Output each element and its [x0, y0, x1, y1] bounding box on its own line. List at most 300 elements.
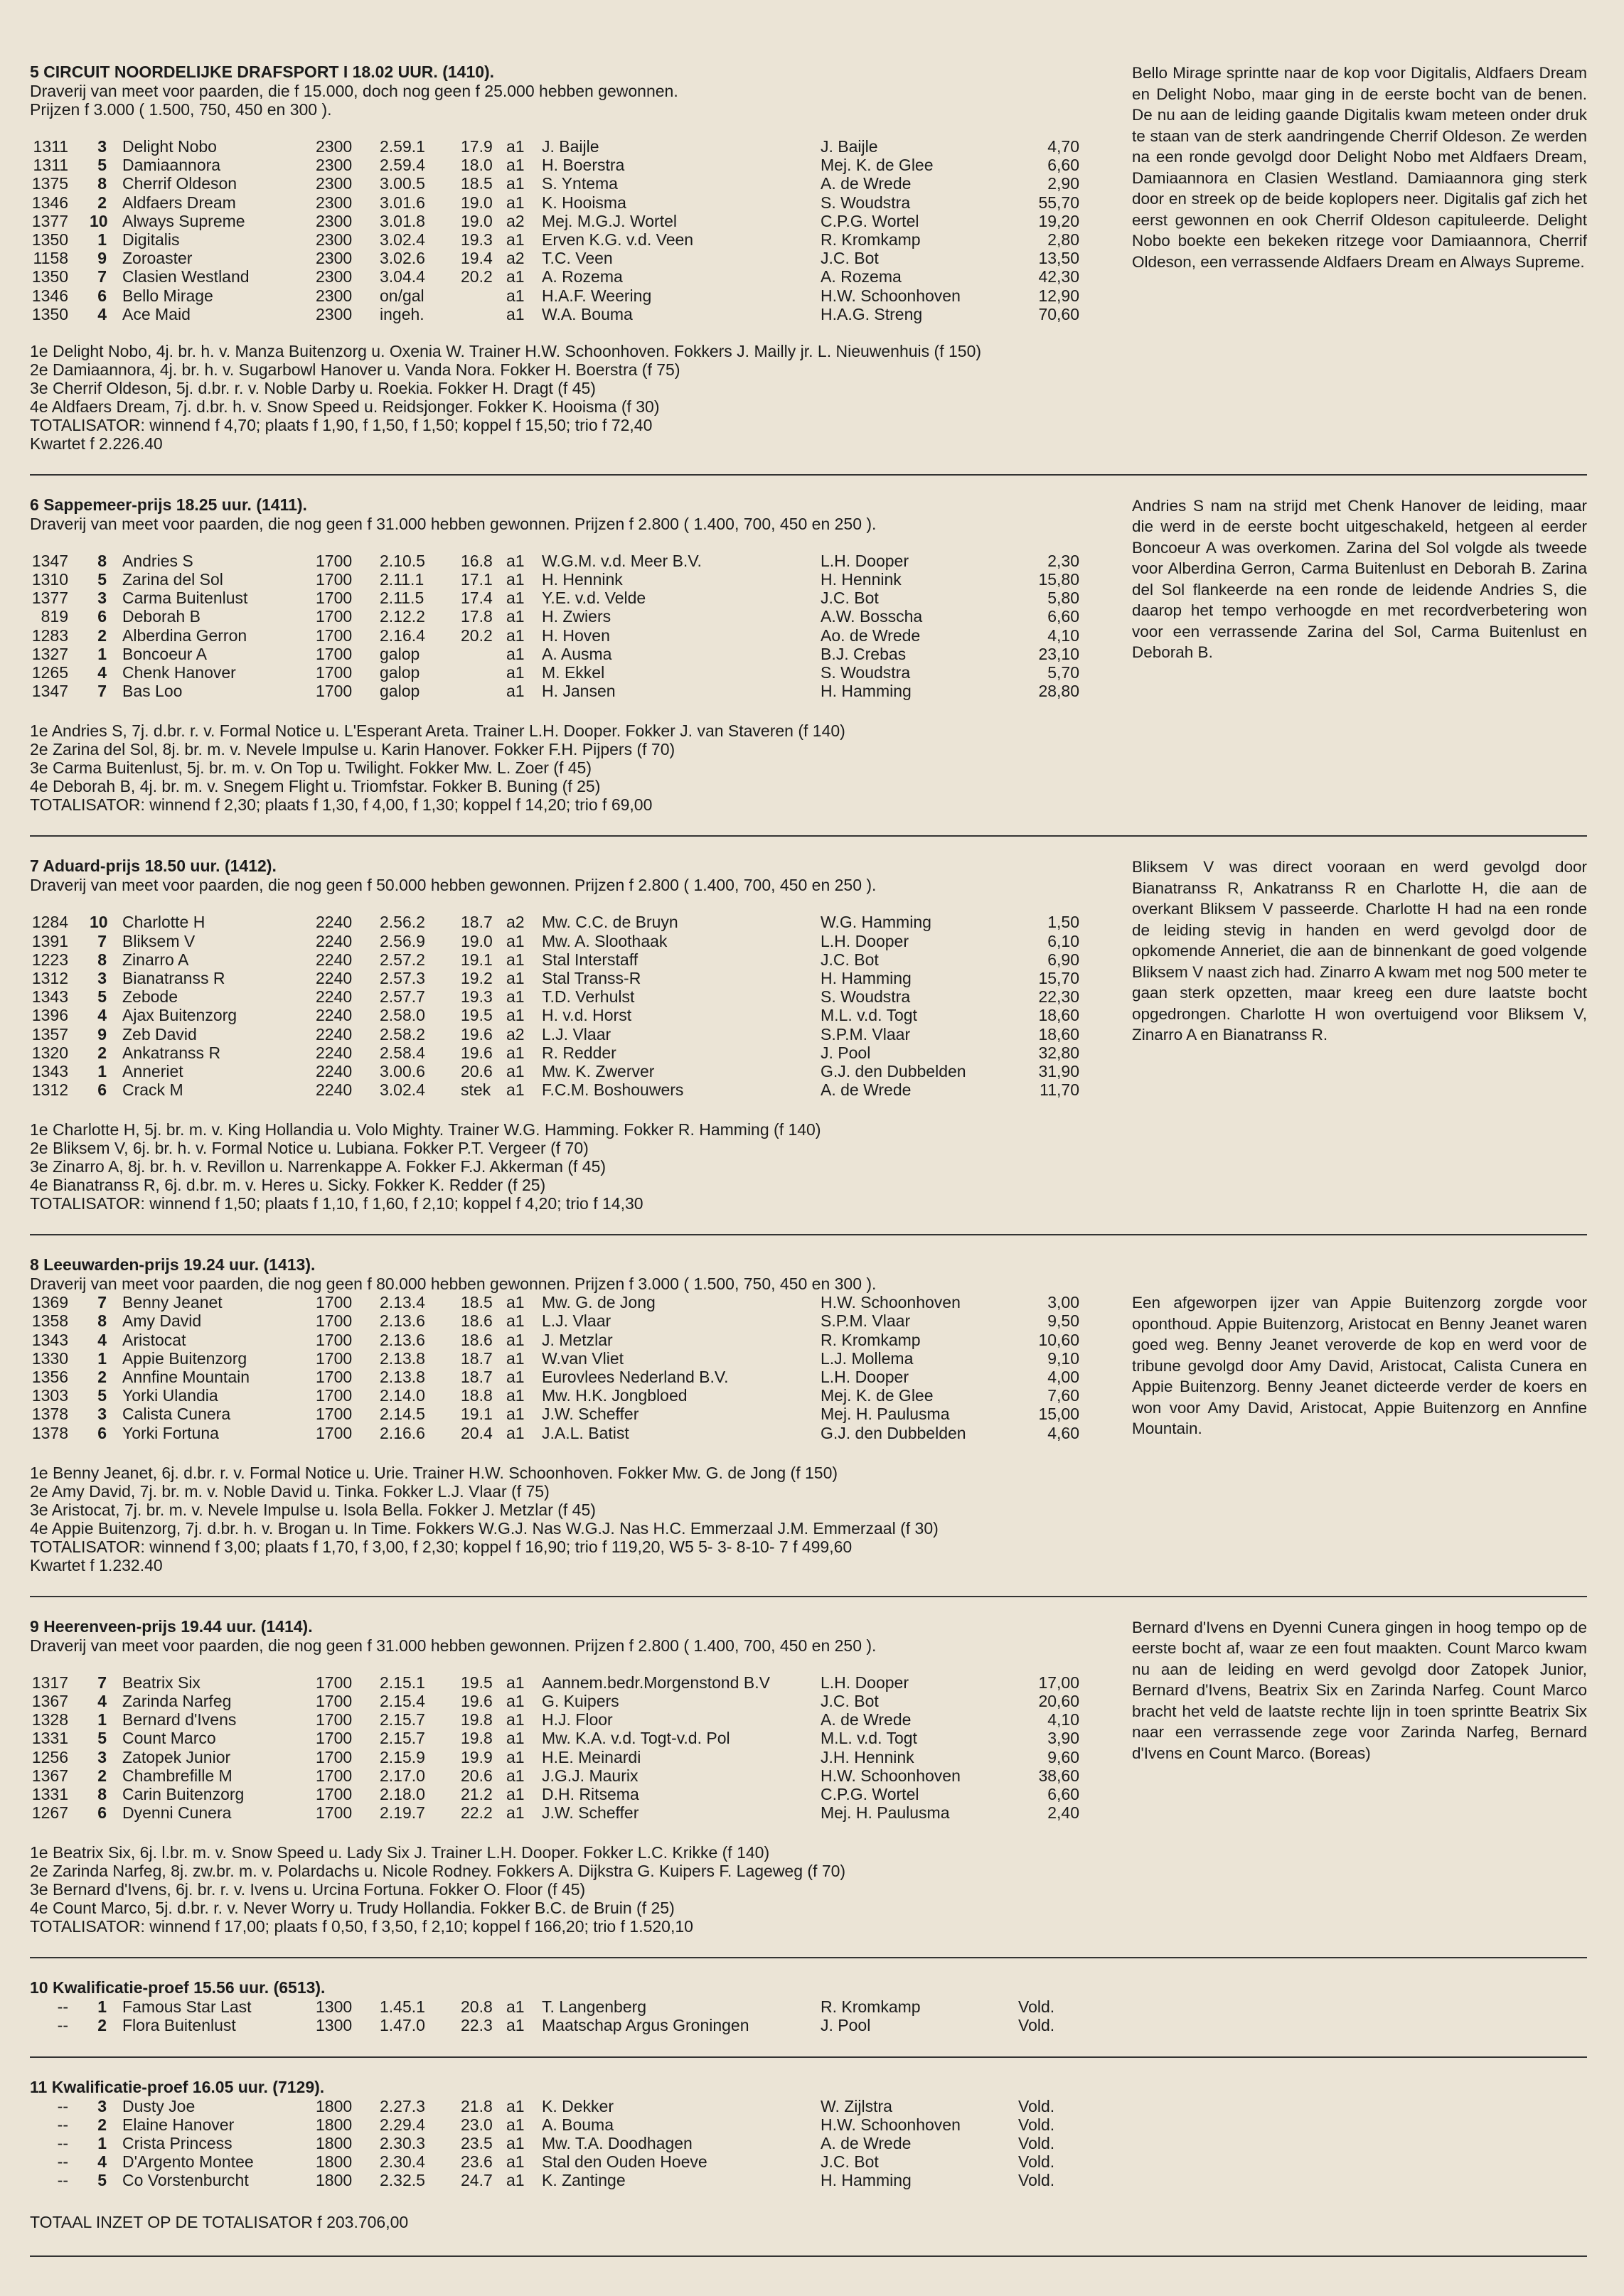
category: a1	[506, 1803, 525, 1823]
distance: 2300	[316, 174, 353, 193]
owner: H. v.d. Horst	[542, 1006, 632, 1025]
result-row	[30, 305, 1587, 323]
owner: K. Dekker	[542, 2096, 614, 2115]
time: 2.15.1	[380, 1673, 425, 1692]
odds: 32,80	[1038, 1043, 1079, 1062]
previous-race: 1331	[31, 1784, 68, 1803]
owner: A. Ausma	[542, 644, 612, 663]
odds: 4,70	[1047, 137, 1079, 156]
trainer: L.H. Dooper	[821, 1673, 909, 1692]
category: a1	[506, 589, 525, 608]
finish-number: 5	[97, 570, 107, 589]
result-row	[30, 1025, 1587, 1044]
result-row	[30, 682, 1587, 700]
km-time: 17.9	[461, 137, 493, 156]
odds: 6,90	[1047, 950, 1079, 969]
distance: 2300	[316, 156, 353, 175]
previous-race: --	[57, 1997, 68, 2017]
note-line: 1e Delight Nobo, 4j. br. h. v. Manza Buitenzorg u. Oxenia W. Trainer H.W. Schoonhoven. Fokkers J. Mailly jr. L. Nieuwenhuis (f 150)	[30, 341, 982, 360]
category: a1	[506, 1368, 525, 1386]
previous-race: 1350	[31, 304, 68, 323]
finish-number: 3	[97, 1747, 107, 1766]
finish-number: 4	[97, 2152, 107, 2172]
finish-number: 2	[97, 626, 107, 645]
distance: 1800	[316, 2115, 353, 2134]
distance: 2300	[316, 267, 353, 286]
horse-name: Anneriet	[122, 1061, 183, 1080]
category: a1	[506, 304, 525, 323]
owner: H.J. Floor	[542, 1710, 613, 1729]
previous-race: 1256	[31, 1747, 68, 1766]
race-notes	[30, 342, 1587, 453]
km-time: 23.6	[461, 2152, 493, 2172]
time: 2.15.9	[380, 1747, 425, 1766]
owner: H.E. Meinardi	[542, 1747, 641, 1766]
time: 2.58.0	[380, 1006, 425, 1025]
finish-number: 3	[97, 2096, 107, 2115]
distance: 1700	[316, 607, 353, 626]
time: 2.13.8	[380, 1348, 425, 1368]
race-title: 5 CIRCUIT NOORDELIJKE DRAFSPORT I 18.02 UUR. (1410).	[30, 63, 495, 81]
time: 2.14.5	[380, 1405, 425, 1424]
result-row	[30, 193, 1587, 212]
km-time: 23.0	[461, 2115, 493, 2134]
section-divider	[30, 2056, 1587, 2058]
odds: 9,50	[1047, 1311, 1079, 1331]
owner: L.J. Vlaar	[542, 1024, 611, 1044]
finish-number: 7	[97, 267, 107, 286]
category: a1	[506, 1423, 525, 1442]
trainer: H.W. Schoonhoven	[821, 286, 961, 305]
time: 2.15.4	[380, 1691, 425, 1710]
previous-race: 1311	[33, 156, 68, 175]
owner: H.A.F. Weering	[542, 286, 652, 305]
distance: 1700	[316, 1803, 353, 1823]
result-row	[30, 1729, 1587, 1747]
odds: 18,60	[1038, 1006, 1079, 1025]
owner: R. Redder	[542, 1043, 616, 1062]
odds: 4,00	[1047, 1368, 1079, 1386]
horse-name: Delight Nobo	[122, 137, 217, 156]
finish-number: 4	[97, 1330, 107, 1349]
odds: 23,10	[1038, 644, 1079, 663]
km-time: 19.1	[461, 950, 493, 969]
note-line: 3e Aristocat, 7j. br. m. v. Nevele Impulse u. Isola Bella. Fokker J. Metzlar (f 45)	[30, 1500, 596, 1519]
results-page	[30, 63, 1587, 2277]
category: a1	[506, 1061, 525, 1080]
horse-name: Amy David	[122, 1311, 202, 1331]
time: 3.01.8	[380, 211, 425, 230]
finish-number: 2	[97, 193, 107, 212]
trainer: J.C. Bot	[821, 950, 879, 969]
finish-number: 1	[97, 1997, 107, 2017]
time: 3.01.6	[380, 193, 425, 212]
trainer: H.W. Schoonhoven	[821, 2115, 961, 2134]
category: a1	[506, 682, 525, 701]
odds: 3,00	[1047, 1293, 1079, 1312]
previous-race: 1375	[31, 174, 68, 193]
owner: M. Ekkel	[542, 663, 605, 682]
previous-race: 1331	[31, 1729, 68, 1748]
previous-race: 1328	[31, 1710, 68, 1729]
time: 1.45.1	[380, 1997, 425, 2017]
race-report: Bernard d'Ivens en Dyenni Cunera gingen in hoog tempo op de eerste bocht af, waar ze een fout maakten. Count Marco kwam nu aan de leiding en werd gevolgd door Zatopek Junior, Bernard d'Ivens, Beatrix Six en Zarinda Narfeg. Count Marco bracht het veld de laatste rechte lijn in toen sprintte Beatrix Six naar een verrassende zege voor Zarinda Narfeg, Bernard d'Ivens en Count Marco. (Boreas)	[1132, 1618, 1587, 1762]
category: a1	[506, 1729, 525, 1748]
category: a1	[506, 2016, 525, 2035]
finish-number: 5	[97, 987, 107, 1007]
owner: T.C. Veen	[542, 249, 613, 268]
odds: 4,10	[1047, 626, 1079, 645]
distance: 1800	[316, 2134, 353, 2152]
results-table	[30, 2097, 1587, 2190]
km-time: 19.6	[461, 1043, 493, 1062]
distance: 1700	[316, 1691, 353, 1710]
odds: 10,60	[1038, 1330, 1079, 1349]
time: 2.12.2	[380, 607, 425, 626]
trainer: J.H. Hennink	[821, 1747, 914, 1766]
time: 2.57.2	[380, 950, 425, 969]
time: 2.16.4	[380, 626, 425, 645]
previous-race: 1378	[31, 1405, 68, 1424]
time: 2.30.3	[380, 2134, 425, 2152]
odds: 6,60	[1047, 607, 1079, 626]
finish-number: 3	[97, 968, 107, 987]
trainer: R. Kromkamp	[821, 1330, 921, 1349]
race-conditions: Draverij van meet voor paarden, die nog geen f 50.000 hebben gewonnen. Prijzen f 2.800 ( 1.400, 700, 450 en 250 ).	[30, 876, 877, 895]
note-line: 4e Appie Buitenzorg, 7j. d.br. h. v. Brogan u. In Time. Fokkers W.G.J. Nas W.G.J. Nas H.C. Emmerzaal J.M. Emmerzaal (f 30)	[30, 1518, 939, 1538]
km-time: 17.8	[461, 607, 493, 626]
note-line: 1e Beatrix Six, 6j. l.br. m. v. Snow Speed u. Lady Six J. Trainer L.H. Dooper. Fokker L.C. Krikke (f 140)	[30, 1843, 770, 1862]
trainer: Ao. de Wrede	[821, 626, 921, 645]
km-time: 19.8	[461, 1710, 493, 1729]
horse-name: Dyenni Cunera	[122, 1803, 232, 1823]
owner: W.G.M. v.d. Meer B.V.	[542, 551, 702, 570]
finish-number: 1	[97, 230, 107, 249]
odds: 6,60	[1047, 156, 1079, 175]
result-row	[30, 1997, 1587, 2016]
finish-number: 2	[97, 2115, 107, 2134]
horse-name: Ankatranss R	[122, 1043, 221, 1062]
distance: 1700	[316, 1386, 353, 1405]
previous-race: 1267	[31, 1803, 68, 1823]
previous-race: 1343	[31, 987, 68, 1007]
km-time: 17.1	[461, 570, 493, 589]
category: a1	[506, 968, 525, 987]
time: 2.59.1	[380, 137, 425, 156]
horse-name: Zebode	[122, 987, 178, 1007]
trainer: H. Hennink	[821, 570, 902, 589]
trainer: W.G. Hamming	[821, 913, 931, 932]
category: a1	[506, 551, 525, 570]
time: 2.11.5	[380, 589, 424, 608]
category: a1	[506, 1766, 525, 1785]
previous-race: 1303	[31, 1386, 68, 1405]
race-notes	[30, 1464, 1587, 1575]
section-divider	[30, 2255, 1587, 2257]
total-stake: TOTAAL INZET OP DE TOTALISATOR f 203.706,00	[30, 2212, 409, 2231]
distance: 1700	[316, 644, 353, 663]
category: a1	[506, 2171, 525, 2190]
distance: 1700	[316, 1766, 353, 1785]
result-row	[30, 1349, 1587, 1368]
result-row	[30, 230, 1587, 249]
note-line: 3e Bernard d'Ivens, 6j. br. r. v. Ivens u. Urcina Fortuna. Fokker O. Floor (f 45)	[30, 1880, 586, 1899]
owner: J.G.J. Maurix	[542, 1766, 639, 1785]
owner: A. Bouma	[542, 2115, 614, 2134]
horse-name: Boncoeur A	[122, 644, 207, 663]
trainer: H.A.G. Streng	[821, 304, 923, 323]
horse-name: Zoroaster	[122, 249, 193, 268]
result-row	[30, 137, 1587, 156]
distance: 2300	[316, 249, 353, 268]
distance: 1700	[316, 1311, 353, 1331]
race-conditions: Draverij van meet voor paarden, die nog geen f 31.000 hebben gewonnen. Prijzen f 2.800 ( 1.400, 700, 450 en 250 ).	[30, 514, 877, 533]
category: a1	[506, 644, 525, 663]
note-line: 3e Cherrif Oldeson, 5j. d.br. r. v. Noble Darby u. Roekia. Fokker H. Dragt (f 45)	[30, 378, 596, 397]
distance: 2240	[316, 1061, 353, 1080]
owner: Mw. K. Zwerver	[542, 1061, 655, 1080]
horse-name: Bianatranss R	[122, 968, 225, 987]
trainer: Mej. K. de Glee	[821, 156, 934, 175]
previous-race: 1367	[31, 1691, 68, 1710]
distance: 2240	[316, 950, 353, 969]
distance: 1700	[316, 1710, 353, 1729]
previous-race: 1320	[31, 1043, 68, 1062]
owner: H. Boerstra	[542, 156, 625, 175]
owner: L.J. Vlaar	[542, 1311, 611, 1331]
finish-number: 10	[90, 913, 108, 932]
result-row	[30, 1405, 1587, 1423]
km-time: 19.1	[461, 1405, 493, 1424]
category: a1	[506, 230, 525, 249]
finish-number: 4	[97, 1006, 107, 1025]
owner: J. Baijle	[542, 137, 599, 156]
odds: 9,60	[1047, 1747, 1079, 1766]
race-report: Bliksem V was direct vooraan en werd gevolgd door Bianatranss R, Ankatranss R en Charlotte H, die aan de overkant Bliksem V passeerde. Charlotte H had na een ronde de leiding stevig in handen en werd gevolgd door de opkomende Anneriet, die aan de binnenkant de goed volgende Bliksem V naast zich had. Zinarro A kwam met nog 500 meter te gaan sterk opzetten, maar kreeg een dure laatste bocht opgedrongen. Charlotte H won overtuigend voor Bliksem V, Zinarro A en Bianatranss R.	[1132, 858, 1587, 1044]
result-row	[30, 1006, 1587, 1024]
owner: Stal Interstaff	[542, 950, 639, 969]
distance: 2300	[316, 137, 353, 156]
finish-number: 4	[97, 1691, 107, 1710]
trainer: G.J. den Dubbelden	[821, 1061, 966, 1080]
odds: 7,60	[1047, 1386, 1079, 1405]
trainer: Mej. K. de Glee	[821, 1386, 934, 1405]
distance: 1700	[316, 682, 353, 701]
category: a1	[506, 174, 525, 193]
race-section	[30, 1255, 1587, 1575]
time: 2.57.3	[380, 968, 425, 987]
finish-number: 2	[97, 1368, 107, 1386]
race-section	[30, 495, 1587, 815]
owner: Mw. T.A. Doodhagen	[542, 2134, 693, 2152]
km-time: 19.5	[461, 1006, 493, 1025]
category: a1	[506, 1784, 525, 1803]
previous-race: 1378	[31, 1423, 68, 1442]
distance: 1700	[316, 1368, 353, 1386]
horse-name: Deborah B	[122, 607, 201, 626]
category: a1	[506, 1405, 525, 1424]
owner: Erven K.G. v.d. Veen	[542, 230, 694, 249]
finish-number: 8	[97, 1311, 107, 1331]
category: a1	[506, 1348, 525, 1368]
odds: 2,30	[1047, 551, 1079, 570]
result-row	[30, 1386, 1587, 1405]
horse-name: D'Argento Montee	[122, 2152, 254, 2172]
distance: 1700	[316, 1293, 353, 1312]
race-conditions: Draverij van meet voor paarden, die nog geen f 31.000 hebben gewonnen. Prijzen f 2.800 ( 1.400, 700, 450 en 250 ).	[30, 1636, 877, 1655]
time: 1.47.0	[380, 2016, 425, 2035]
odds: 4,60	[1047, 1423, 1079, 1442]
result-row	[30, 552, 1587, 570]
km-time: 21.8	[461, 2096, 493, 2115]
trainer: Mej. H. Paulusma	[821, 1405, 950, 1424]
time: 2.58.4	[380, 1043, 425, 1062]
trainer: L.H. Dooper	[821, 551, 909, 570]
horse-name: Alberdina Gerron	[122, 626, 247, 645]
trainer: J. Pool	[821, 2016, 871, 2035]
result-row	[30, 1368, 1587, 1386]
time: 3.02.4	[380, 230, 425, 249]
trainer: B.J. Crebas	[821, 644, 907, 663]
finish-number: 6	[97, 286, 107, 305]
owner: Aannem.bedr.Morgenstond B.V	[542, 1673, 770, 1692]
result-row	[30, 1803, 1587, 1822]
owner: K. Hooisma	[542, 193, 626, 212]
note-line: 1e Benny Jeanet, 6j. d.br. r. v. Formal Notice u. Urie. Trainer H.W. Schoonhoven. Fokker Mw. G. de Jong (f 150)	[30, 1463, 838, 1482]
result-row	[30, 1311, 1587, 1330]
odds: 9,10	[1047, 1348, 1079, 1368]
time: ingeh.	[380, 304, 424, 323]
owner: Eurovlees Nederland B.V.	[542, 1368, 729, 1386]
race-title: 6 Sappemeer-prijs 18.25 uur. (1411).	[30, 495, 307, 514]
distance: 2240	[316, 1043, 353, 1062]
category: a2	[506, 249, 525, 268]
race-report: Andries S nam na strijd met Chenk Hanover de leiding, maar die werd in de eerste bocht uitgeschakeld, hetgeen al eerder Boncoeur A was overkomen. Zarina del Sol volgde als tweede voor Alberdina Gerron, Carma Buitenlust en Deborah B. Zarina del Sol flankeerde na een ronde de leidende Andries S, die daarop het tempo verhoogde en met recordverbetering won voor een verrassende Zarina del Sol, Carma Buitenlust en Deborah B.	[1132, 496, 1587, 662]
trainer: H. Hamming	[821, 968, 912, 987]
horse-name: Appie Buitenzorg	[122, 1348, 247, 1368]
category: a2	[506, 913, 525, 932]
km-time: 19.5	[461, 1673, 493, 1692]
previous-race: 1158	[33, 249, 68, 268]
previous-race: 1377	[31, 589, 68, 608]
note-line: TOTALISATOR: winnend f 1,50; plaats f 1,10, f 1,60, f 2,10; koppel f 4,20; trio f 14,30	[30, 1194, 643, 1213]
odds: Vold.	[1018, 1997, 1055, 2017]
result-row	[30, 589, 1587, 607]
distance: 1700	[316, 626, 353, 645]
note-line: 4e Deborah B, 4j. br. m. v. Snegem Flight u. Triomfstar. Fokker B. Buning (f 25)	[30, 777, 601, 796]
horse-name: Carin Buitenzorg	[122, 1784, 245, 1803]
previous-race: 1367	[31, 1766, 68, 1785]
category: a1	[506, 987, 525, 1007]
finish-number: 6	[97, 1423, 107, 1442]
owner: W.A. Bouma	[542, 304, 633, 323]
distance: 2300	[316, 211, 353, 230]
distance: 1800	[316, 2152, 353, 2172]
previous-race: --	[57, 2016, 68, 2035]
distance: 1700	[316, 663, 353, 682]
distance: 2240	[316, 1024, 353, 1044]
owner: H. Jansen	[542, 682, 616, 701]
finish-number: 1	[97, 1348, 107, 1368]
category: a1	[506, 1747, 525, 1766]
previous-race: 1343	[31, 1061, 68, 1080]
result-row	[30, 249, 1587, 267]
distance: 2240	[316, 1006, 353, 1025]
time: 2.14.0	[380, 1386, 425, 1405]
previous-race: --	[57, 2171, 68, 2190]
category: a1	[506, 1330, 525, 1349]
owner: Stal den Ouden Hoeve	[542, 2152, 707, 2172]
time: 3.00.5	[380, 174, 425, 193]
odds: 5,80	[1047, 589, 1079, 608]
result-row	[30, 987, 1587, 1006]
km-time: 19.0	[461, 211, 493, 230]
note-line: 3e Carma Buitenlust, 5j. br. m. v. On Top u. Twilight. Fokker Mw. L. Zoer (f 45)	[30, 758, 592, 778]
trainer: A. de Wrede	[821, 2134, 912, 2152]
km-time: 20.6	[461, 1061, 493, 1080]
category: a1	[506, 607, 525, 626]
owner: G. Kuipers	[542, 1691, 619, 1710]
category: a1	[506, 2152, 525, 2172]
race-notes	[30, 1843, 1587, 1936]
horse-name: Cherrif Oldeson	[122, 174, 237, 193]
time: 2.56.9	[380, 931, 425, 950]
time: 2.10.5	[380, 551, 425, 570]
km-time: 19.6	[461, 1024, 493, 1044]
finish-number: 1	[97, 2134, 107, 2152]
time: 2.15.7	[380, 1710, 425, 1729]
trainer: R. Kromkamp	[821, 1997, 921, 2017]
finish-number: 7	[97, 1293, 107, 1312]
race-title: 8 Leeuwarden-prijs 19.24 uur. (1413).	[30, 1255, 316, 1275]
trainer: M.L. v.d. Togt	[821, 1006, 917, 1025]
result-row	[30, 1424, 1587, 1442]
odds: Vold.	[1018, 2115, 1055, 2134]
odds: 15,00	[1038, 1405, 1079, 1424]
odds: 20,60	[1038, 1691, 1079, 1710]
finish-number: 5	[97, 156, 107, 175]
distance: 1300	[316, 2016, 353, 2035]
finish-number: 1	[97, 644, 107, 663]
trainer: A.W. Bosscha	[821, 607, 923, 626]
horse-name: Aristocat	[122, 1330, 186, 1349]
category: a1	[506, 950, 525, 969]
result-row	[30, 913, 1587, 931]
note-line: 3e Zinarro A, 8j. br. h. v. Revillon u. Narrenkappe A. Fokker F.J. Akkerman (f 45)	[30, 1157, 607, 1176]
owner: Mw. H.K. Jongbloed	[542, 1386, 688, 1405]
odds: 2,90	[1047, 174, 1079, 193]
result-row	[30, 1044, 1587, 1062]
owner: Y.E. v.d. Velde	[542, 589, 646, 608]
category: a1	[506, 1997, 525, 2017]
result-row	[30, 626, 1587, 645]
km-time: 18.6	[461, 1330, 493, 1349]
km-time: 18.5	[461, 174, 493, 193]
owner: Mw. C.C. de Bruyn	[542, 913, 678, 932]
distance: 2240	[316, 987, 353, 1007]
odds: 55,70	[1038, 193, 1079, 212]
result-row	[30, 267, 1587, 286]
km-time: 19.0	[461, 931, 493, 950]
finish-number: 8	[97, 1784, 107, 1803]
owner: S. Yntema	[542, 174, 618, 193]
category: a1	[506, 267, 525, 286]
trainer: Mej. H. Paulusma	[821, 1803, 950, 1823]
time: 2.11.1	[380, 570, 424, 589]
odds: 42,30	[1038, 267, 1079, 286]
race-conditions: Draverij van meet voor paarden, die f 15.000, doch nog geen f 25.000 hebben gewonnen.	[30, 82, 678, 100]
trainer: J.C. Bot	[821, 249, 879, 268]
